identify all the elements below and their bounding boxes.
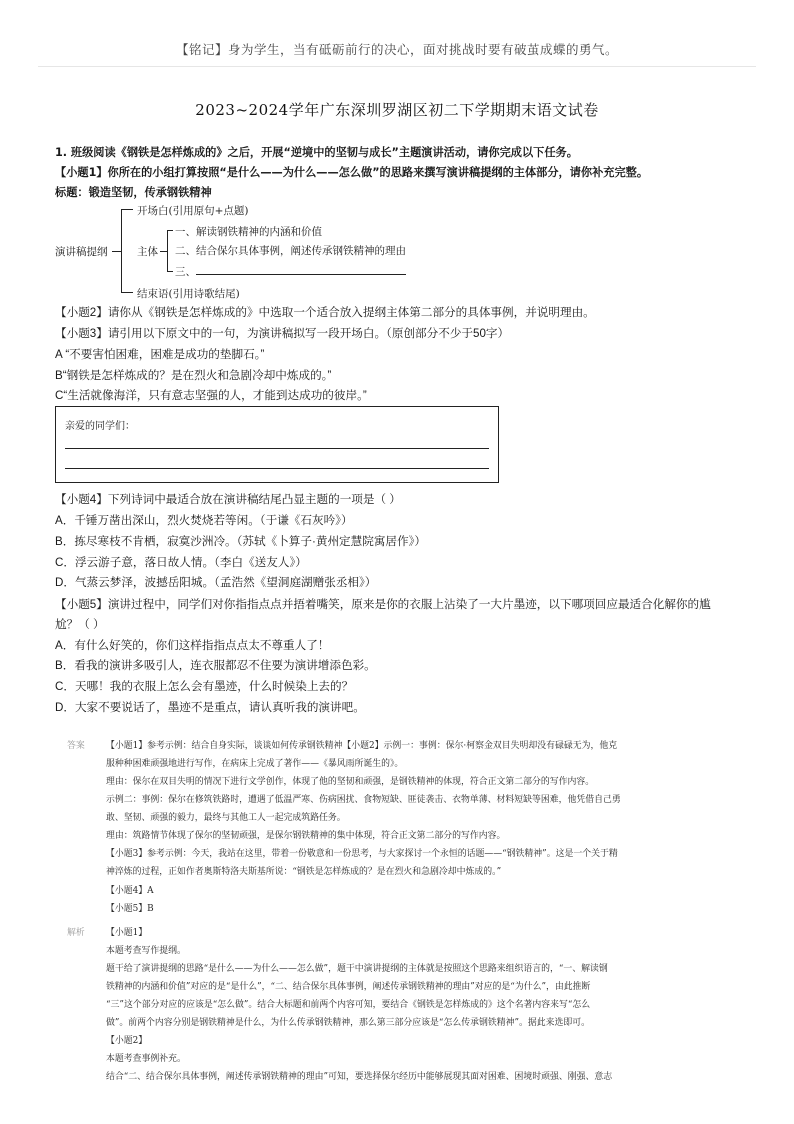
- answer-line: 【小题3】参考示例：今天，我站在这里，带着一份敬意和一份思考，与大家探讨一个永恒的话题——“钢铁精神”。这是一个关于精: [106, 849, 618, 859]
- q3-prompt: 【小题3】请引用以下原文中的一句，为演讲稿拟写一段开场白。（原创部分不少于50字）: [55, 327, 510, 340]
- question-intro: 1. 班级阅读《钢铁是怎样炼成的》之后，开展“逆境中的坚韧与成长”主题演讲活动，请你完成以下任务。: [55, 146, 578, 159]
- q3-option-b: B“钢铁是怎样炼成的？是在烈火和急剧冷却中炼成的。”: [55, 369, 332, 382]
- analysis-line: 结合“二、结合保尔具体事例，阐述传承钢铁精神的理由”可知，要选择保尔经历中能够展现其面对困难、困境时顽强、刚强、意志: [106, 1072, 613, 1082]
- outline-connector: [112, 251, 121, 252]
- analysis-label: 解析: [67, 928, 85, 938]
- answer-line: 示例二：事例：保尔在修筑铁路时，遭遇了低温严寒、伤病困扰、食物短缺、匪徒袭击、衣物单薄、材料短缺等困难，他凭借自己勇: [106, 795, 621, 805]
- outline-item-3-blank[interactable]: [196, 274, 406, 275]
- q5-option-a: A．有什么好笑的，你们这样指指点点太不尊重人了！: [55, 639, 330, 652]
- outline-closing: 结束语(引用诗歌结尾): [137, 288, 240, 300]
- outline-item-3: 三、: [175, 266, 196, 278]
- q3-option-a: A “不要害怕困难，困难是成功的垫脚石。”: [55, 348, 265, 361]
- outline-bracket: [121, 209, 122, 293]
- q5-prompt-line-1: 【小题5】演讲过程中，同学们对你指指点点并捂着嘴笑，原来是你的衣服上沾染了一大片墨迹，以下哪项回应最适合化解你的尴: [55, 598, 711, 611]
- outline-opening: 开场白(引用原句+点题): [137, 205, 249, 217]
- outline-body-connector: [160, 251, 167, 252]
- analysis-line: 题干给了演讲提纲的思路“是什么——为什么——怎么做”，题干中演讲提纲的主体就是按照这个思路来组织语言的，“一、解读钢: [106, 964, 608, 974]
- outline-branch-bottom: [121, 292, 133, 293]
- answer-line: 服种种困难顽强地进行写作，在病床上完成了著作——《暴风雨所诞生的》。: [106, 759, 404, 769]
- outline-body-bracket: [167, 230, 168, 272]
- answer-box-greeting: 亲爱的同学们：: [65, 421, 135, 432]
- motto: 【铭记】身为学生，当有砥砺前行的决心，面对挑战时要有破茧成蝶的勇气。: [175, 42, 618, 57]
- answer-label: 答案: [67, 741, 85, 751]
- analysis-line: 做”。前两个内容分别是钢铁精神是什么，为什么传承钢铁精神，那么第三部分应该是“怎么传承钢铁精神”。据此来选即可。: [106, 1018, 590, 1028]
- answer-line: 神淬炼的过程，正如作者奥斯特洛夫斯基所说：“钢铁是怎样炼成的？是在烈火和急剧冷却中炼成的。”: [106, 867, 502, 877]
- q1-heading: 标题：锻造坚韧，传承钢铁精神: [55, 186, 212, 199]
- answer-box-line[interactable]: [65, 448, 489, 449]
- answer-line: 【小题1】参考示例：结合自身实际，谈谈如何传承钢铁精神【小题2】示例一：事例：保尔·柯察金双目失明却没有碌碌无为，他克: [106, 741, 618, 751]
- q5-option-d: D．大家不要说话了，墨迹不是重点，请认真听我的演讲吧。: [55, 701, 365, 714]
- answer-line: 【小题4】A: [106, 886, 154, 896]
- outline-root: 演讲稿提纲: [55, 246, 108, 258]
- q5-option-c: C．天哪！我的衣服上怎么会有墨迹，什么时候染上去的？: [55, 680, 354, 693]
- analysis-line: 【小题2】: [106, 1036, 148, 1046]
- analysis-line: “三”这个部分对应的应该是“怎么做”。结合大标题和前两个内容可知，要结合《钢铁是怎样炼成的》这个名著内容来写“怎么: [106, 1000, 591, 1010]
- outline-item-1: 一、解读钢铁精神的内涵和价值: [175, 226, 322, 238]
- answer-line: 敢、坚韧、顽强的毅力，最终与其他工人一起完成筑路任务。: [106, 813, 346, 823]
- analysis-line: 【小题1】: [106, 928, 148, 938]
- q4-option-c: C．浮云游子意，落日故人情。（李白《送友人》）: [55, 556, 307, 569]
- outline-body: 主体: [137, 246, 158, 258]
- answer-line: 理由：保尔在双目失明的情况下进行文学创作，体现了他的坚韧和顽强，是钢铁精神的体现，符合正文第二部分的写作内容。: [106, 777, 595, 787]
- header-divider: [38, 66, 756, 67]
- answer-line: 【小题5】B: [106, 904, 154, 914]
- q4-option-a: A．千锤万凿出深山，烈火焚烧若等闲。（于谦《石灰吟》）: [55, 514, 353, 527]
- outline-body-branch-bottom: [167, 271, 173, 272]
- analysis-line: 本题考查写作提纲。: [106, 946, 186, 956]
- page-title: 2023~2024学年广东深圳罗湖区初二下学期期末语文试卷: [195, 101, 599, 119]
- q1-prompt: 【小题1】你所在的小组打算按照“是什么——为什么——怎么做”的思路来撰写演讲稿提纲的主体部分，请你补充完整。: [55, 166, 649, 179]
- q5-option-b: B．看我的演讲多吸引人，连衣服都忍不住要为演讲增添色彩。: [55, 659, 376, 672]
- q3-option-c: C“生活就像海洋，只有意志坚强的人，才能到达成功的彼岸。”: [55, 389, 367, 402]
- outline-branch-top: [121, 209, 133, 210]
- q5-prompt-line-2: 尬？（ ）: [55, 618, 105, 631]
- answer-box-line[interactable]: [65, 468, 489, 469]
- q2-prompt: 【小题2】请你从《钢铁是怎样炼成的》中选取一个适合放入提纲主体第二部分的具体事例，并说明理由。: [55, 306, 595, 319]
- q3-answer-box[interactable]: [55, 406, 499, 483]
- answer-line: 理由：筑路情节体现了保尔的坚韧顽强，是保尔钢铁精神的集中体现，符合正文第二部分的写作内容。: [106, 831, 506, 841]
- analysis-line: 铁精神的内涵和价值”对应的是“是什么”，“二、结合保尔具体事例，阐述传承钢铁精神的理由”对应的是“为什么”，由此推断: [106, 982, 591, 992]
- q4-option-d: D．气蒸云梦泽，波撼岳阳城。（孟浩然《望洞庭湖赠张丞相》）: [55, 576, 377, 589]
- q4-prompt: 【小题4】下列诗词中最适合放在演讲稿结尾凸显主题的一项是（ ）: [55, 493, 401, 506]
- outline-body-branch-top: [167, 230, 173, 231]
- q4-option-b: B．拣尽寒枝不肯栖，寂寞沙洲冷。（苏轼《卜算子·黄州定慧院寓居作》）: [55, 535, 426, 548]
- analysis-line: 本题考查事例补充。: [106, 1054, 186, 1064]
- outline-item-2: 二、结合保尔具体事例，阐述传承钢铁精神的理由: [175, 245, 406, 257]
